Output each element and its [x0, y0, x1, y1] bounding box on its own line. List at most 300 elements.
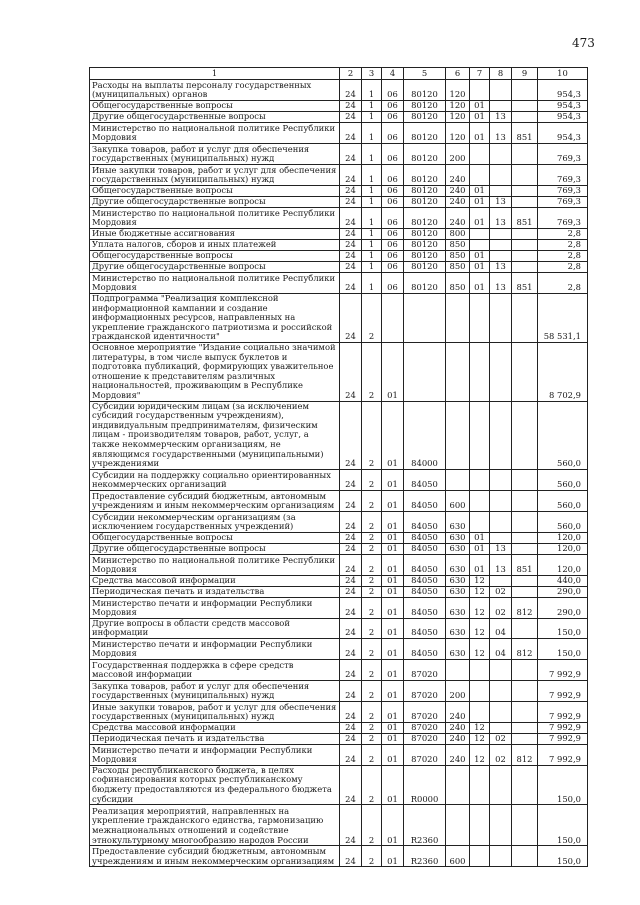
table-row: [90, 846, 588, 867]
row-code: 1: [362, 197, 382, 208]
row-code: 06: [382, 262, 404, 273]
row-code: [512, 165, 538, 186]
row-code: 12: [470, 638, 490, 659]
row-code: [446, 342, 470, 401]
row-code: [512, 575, 538, 586]
row-code: 02: [490, 733, 512, 744]
row-code: 24: [340, 744, 362, 765]
row-code: [470, 805, 490, 846]
row-code: [512, 401, 538, 469]
row-code: 24: [340, 112, 362, 123]
row-code: 80120: [404, 112, 446, 123]
row-code: 01: [382, 722, 404, 733]
row-code: [490, 805, 512, 846]
row-code: 24: [340, 586, 362, 597]
row-code: [470, 80, 490, 101]
row-code: [512, 490, 538, 511]
row-name: Иные закупки товаров, работ и услуг для обеспечения государственных (муниципальных) нужд: [90, 701, 340, 722]
row-amount: 769,3: [538, 144, 588, 165]
row-amount: 120,0: [538, 532, 588, 543]
row-code: 80120: [404, 165, 446, 186]
row-code: 1: [362, 240, 382, 251]
row-code: 24: [340, 638, 362, 659]
table-row: [90, 208, 588, 229]
table-row: [90, 186, 588, 197]
table-row: [90, 165, 588, 186]
row-code: [512, 80, 538, 101]
row-code: 812: [512, 744, 538, 765]
row-code: [470, 294, 490, 343]
row-amount: 150,0: [538, 805, 588, 846]
row-code: 01: [382, 586, 404, 597]
row-code: 24: [340, 659, 362, 680]
row-code: 13: [490, 112, 512, 123]
row-code: 01: [382, 618, 404, 638]
row-code: 2: [362, 532, 382, 543]
row-code: 12: [470, 744, 490, 765]
row-code: 13: [490, 262, 512, 273]
row-code: 1: [362, 123, 382, 144]
row-code: 87020: [404, 744, 446, 765]
row-amount: 2,8: [538, 273, 588, 294]
row-code: 84050: [404, 532, 446, 543]
row-code: 06: [382, 123, 404, 144]
row-name: Субсидии на поддержку социально ориентированных некоммерческих организаций: [90, 469, 340, 490]
table-row: [90, 733, 588, 744]
row-code: 13: [490, 208, 512, 229]
table-row: [90, 511, 588, 532]
row-code: 87020: [404, 722, 446, 733]
table-row: [90, 262, 588, 273]
row-amount: 2,8: [538, 262, 588, 273]
table-row: [90, 490, 588, 511]
row-code: 1: [362, 273, 382, 294]
row-code: 80120: [404, 80, 446, 101]
row-code: [404, 294, 446, 343]
table-row: [90, 251, 588, 262]
row-code: 240: [446, 197, 470, 208]
row-code: [470, 165, 490, 186]
table-row: [90, 197, 588, 208]
row-amount: 560,0: [538, 469, 588, 490]
row-code: 1: [362, 112, 382, 123]
row-code: 06: [382, 101, 404, 112]
row-code: 24: [340, 80, 362, 101]
row-code: 02: [490, 597, 512, 618]
row-amount: 150,0: [538, 618, 588, 638]
row-name: Закупка товаров, работ и услуг для обеспечения государственных (муниципальных) нужд: [90, 144, 340, 165]
row-name: Периодическая печать и издательства: [90, 733, 340, 744]
row-code: [470, 659, 490, 680]
row-code: [512, 229, 538, 240]
column-header: 8: [490, 68, 512, 80]
row-name: Министерство по национальной политике Республики Мордовия: [90, 554, 340, 575]
row-code: 24: [340, 123, 362, 144]
row-code: 06: [382, 80, 404, 101]
row-code: 12: [470, 722, 490, 733]
row-code: [512, 532, 538, 543]
row-code: [470, 490, 490, 511]
row-name: Субсидии юридическим лицам (за исключением субсидий государственным учреждениям), индивидуальным предпринимателям, физическим лицам - производителям товаров, работ, услуг, а также некоммерческим организациям, не являющимся государственными (муниципальными) учреждениями: [90, 401, 340, 469]
row-code: 851: [512, 554, 538, 575]
row-code: [512, 846, 538, 867]
row-code: 84050: [404, 618, 446, 638]
row-code: 240: [446, 186, 470, 197]
row-code: 24: [340, 597, 362, 618]
row-amount: 769,3: [538, 197, 588, 208]
row-code: 1: [362, 165, 382, 186]
table-row: [90, 554, 588, 575]
row-code: [470, 680, 490, 701]
row-code: 240: [446, 722, 470, 733]
table-row: [90, 240, 588, 251]
row-code: [512, 342, 538, 401]
row-code: [490, 511, 512, 532]
row-code: [382, 294, 404, 343]
row-code: 600: [446, 846, 470, 867]
row-code: R0000: [404, 765, 446, 804]
row-name: Предоставление субсидий бюджетным, автономным учреждениям и иным некоммерческим организациям: [90, 490, 340, 511]
row-name: Общегосударственные вопросы: [90, 251, 340, 262]
row-code: 01: [470, 262, 490, 273]
row-name: Общегосударственные вопросы: [90, 532, 340, 543]
row-code: 24: [340, 294, 362, 343]
row-code: 2: [362, 846, 382, 867]
row-code: [490, 680, 512, 701]
table-row: [90, 401, 588, 469]
row-code: 12: [470, 575, 490, 586]
row-code: [512, 805, 538, 846]
row-code: 2: [362, 765, 382, 804]
row-code: 1: [362, 262, 382, 273]
row-code: 01: [382, 680, 404, 701]
row-code: 2: [362, 733, 382, 744]
table-row: [90, 659, 588, 680]
row-code: 01: [382, 490, 404, 511]
row-code: 2: [362, 401, 382, 469]
row-code: 01: [382, 575, 404, 586]
row-code: 2: [362, 511, 382, 532]
row-amount: 769,3: [538, 165, 588, 186]
row-code: [470, 701, 490, 722]
row-code: 87020: [404, 701, 446, 722]
row-code: 200: [446, 144, 470, 165]
row-code: 80120: [404, 273, 446, 294]
row-amount: 120,0: [538, 543, 588, 554]
row-code: 02: [490, 586, 512, 597]
row-code: 06: [382, 165, 404, 186]
row-code: [470, 765, 490, 804]
row-code: 84050: [404, 554, 446, 575]
row-code: 850: [446, 240, 470, 251]
row-amount: 290,0: [538, 597, 588, 618]
row-code: [446, 401, 470, 469]
table-row: [90, 638, 588, 659]
row-code: 2: [362, 722, 382, 733]
column-header: 10: [538, 68, 588, 80]
row-code: 84050: [404, 575, 446, 586]
row-code: [490, 765, 512, 804]
row-code: 2: [362, 597, 382, 618]
column-header: 5: [404, 68, 446, 80]
row-code: 24: [340, 342, 362, 401]
table-row: [90, 722, 588, 733]
row-code: 01: [470, 101, 490, 112]
table-row: [90, 101, 588, 112]
row-code: [512, 186, 538, 197]
row-name: Министерство по национальной политике Республики Мордовия: [90, 273, 340, 294]
row-code: 87020: [404, 659, 446, 680]
column-header: 2: [340, 68, 362, 80]
row-code: 01: [382, 342, 404, 401]
row-amount: 150,0: [538, 846, 588, 867]
row-code: 01: [382, 733, 404, 744]
row-name: Министерство печати и информации Республики Мордовия: [90, 744, 340, 765]
row-code: 04: [490, 638, 512, 659]
column-header: 3: [362, 68, 382, 80]
row-code: 12: [470, 597, 490, 618]
row-code: [490, 80, 512, 101]
row-code: 630: [446, 511, 470, 532]
row-code: [490, 846, 512, 867]
row-code: 01: [470, 543, 490, 554]
table-row: [90, 80, 588, 101]
row-name: Общегосударственные вопросы: [90, 101, 340, 112]
row-code: 84050: [404, 490, 446, 511]
row-code: 24: [340, 532, 362, 543]
row-code: R2360: [404, 846, 446, 867]
row-code: 2: [362, 543, 382, 554]
row-code: [512, 112, 538, 123]
table-row: [90, 342, 588, 401]
row-code: 630: [446, 554, 470, 575]
row-code: 851: [512, 273, 538, 294]
row-code: 01: [470, 186, 490, 197]
row-code: [490, 101, 512, 112]
row-code: [490, 401, 512, 469]
row-code: [490, 229, 512, 240]
row-code: R2360: [404, 805, 446, 846]
row-code: 04: [490, 618, 512, 638]
row-code: 84050: [404, 511, 446, 532]
table-row: [90, 229, 588, 240]
row-code: 812: [512, 597, 538, 618]
table-row: [90, 618, 588, 638]
budget-table: [89, 67, 588, 867]
row-code: 12: [470, 586, 490, 597]
row-code: 06: [382, 197, 404, 208]
row-code: [490, 342, 512, 401]
row-code: 06: [382, 229, 404, 240]
column-header: 9: [512, 68, 538, 80]
row-code: 01: [470, 532, 490, 543]
table-row: [90, 586, 588, 597]
row-code: 24: [340, 229, 362, 240]
table-row: [90, 112, 588, 123]
row-code: 630: [446, 638, 470, 659]
row-code: 01: [382, 638, 404, 659]
row-amount: 769,3: [538, 208, 588, 229]
row-code: 80120: [404, 123, 446, 144]
table-row: [90, 575, 588, 586]
row-code: 24: [340, 554, 362, 575]
row-code: 1: [362, 144, 382, 165]
row-amount: 440,0: [538, 575, 588, 586]
row-code: 24: [340, 273, 362, 294]
row-code: 84000: [404, 401, 446, 469]
row-amount: 120,0: [538, 554, 588, 575]
row-code: [490, 251, 512, 262]
row-amount: 954,3: [538, 101, 588, 112]
table-row: [90, 123, 588, 144]
row-code: 240: [446, 165, 470, 186]
table-row: [90, 532, 588, 543]
row-code: 1: [362, 208, 382, 229]
row-code: 1: [362, 186, 382, 197]
row-code: 01: [382, 846, 404, 867]
row-code: 01: [382, 701, 404, 722]
row-code: [470, 342, 490, 401]
row-code: [490, 165, 512, 186]
row-code: 87020: [404, 733, 446, 744]
row-code: 01: [382, 597, 404, 618]
row-name: Основное мероприятие "Издание социально значимой литературы, в том числе выпуск буклетов и подготовка публикаций, формирующих уважительное отношение к представителям различных национальностей, проживающим в Республике Мордовия": [90, 342, 340, 401]
row-code: [470, 846, 490, 867]
row-code: [512, 240, 538, 251]
row-code: 84050: [404, 543, 446, 554]
row-code: 01: [382, 765, 404, 804]
row-code: 1: [362, 251, 382, 262]
row-code: 80120: [404, 144, 446, 165]
row-amount: 7 992,9: [538, 659, 588, 680]
row-code: [470, 401, 490, 469]
row-name: Министерство по национальной политике Республики Мордовия: [90, 123, 340, 144]
row-name: Уплата налогов, сборов и иных платежей: [90, 240, 340, 251]
row-code: [490, 722, 512, 733]
row-amount: 7 992,9: [538, 680, 588, 701]
row-code: 06: [382, 144, 404, 165]
row-amount: 7 992,9: [538, 744, 588, 765]
row-code: 24: [340, 846, 362, 867]
row-code: 2: [362, 586, 382, 597]
row-code: 80120: [404, 262, 446, 273]
row-name: Средства массовой информации: [90, 575, 340, 586]
row-amount: 769,3: [538, 186, 588, 197]
row-code: 851: [512, 123, 538, 144]
column-header: 4: [382, 68, 404, 80]
row-code: 24: [340, 401, 362, 469]
row-code: 06: [382, 112, 404, 123]
table-row: [90, 680, 588, 701]
row-code: 01: [382, 532, 404, 543]
row-code: 06: [382, 186, 404, 197]
row-code: 80120: [404, 251, 446, 262]
row-code: [404, 342, 446, 401]
row-name: Иные бюджетные ассигнования: [90, 229, 340, 240]
row-code: 2: [362, 744, 382, 765]
row-name: Закупка товаров, работ и услуг для обеспечения государственных (муниципальных) нужд: [90, 680, 340, 701]
row-amount: 150,0: [538, 638, 588, 659]
row-code: 01: [382, 805, 404, 846]
row-code: 84050: [404, 469, 446, 490]
row-amount: 954,3: [538, 80, 588, 101]
row-code: 80120: [404, 229, 446, 240]
column-header: 6: [446, 68, 470, 80]
row-code: 01: [382, 511, 404, 532]
row-amount: 954,3: [538, 112, 588, 123]
row-code: [446, 659, 470, 680]
row-amount: 7 992,9: [538, 701, 588, 722]
row-code: 240: [446, 701, 470, 722]
row-code: 24: [340, 197, 362, 208]
row-name: Государственная поддержка в сфере средств массовой информации: [90, 659, 340, 680]
row-name: Расходы на выплаты персоналу государственных (муниципальных) органов: [90, 80, 340, 101]
table-row: [90, 469, 588, 490]
row-code: [470, 469, 490, 490]
row-code: 120: [446, 112, 470, 123]
row-code: 800: [446, 229, 470, 240]
row-code: 24: [340, 186, 362, 197]
row-code: 01: [470, 554, 490, 575]
row-code: 24: [340, 680, 362, 701]
row-code: [490, 294, 512, 343]
table-body: [90, 80, 588, 867]
row-code: 2: [362, 805, 382, 846]
row-code: 24: [340, 208, 362, 229]
row-code: 01: [470, 123, 490, 144]
row-code: 13: [490, 123, 512, 144]
row-amount: 150,0: [538, 765, 588, 804]
row-code: 06: [382, 273, 404, 294]
row-code: 200: [446, 680, 470, 701]
row-amount: 58 531,1: [538, 294, 588, 343]
row-code: [490, 701, 512, 722]
row-code: 13: [490, 273, 512, 294]
row-name: Предоставление субсидий бюджетным, автономным учреждениям и иным некоммерческим организациям: [90, 846, 340, 867]
row-code: 2: [362, 618, 382, 638]
row-name: Общегосударственные вопросы: [90, 186, 340, 197]
row-code: 812: [512, 638, 538, 659]
row-code: 2: [362, 554, 382, 575]
row-code: 80120: [404, 186, 446, 197]
row-code: 2: [362, 342, 382, 401]
row-code: 24: [340, 144, 362, 165]
row-code: [470, 511, 490, 532]
row-code: 630: [446, 575, 470, 586]
table-row: [90, 597, 588, 618]
row-code: 84050: [404, 638, 446, 659]
row-code: [470, 229, 490, 240]
row-code: [512, 197, 538, 208]
row-code: 87020: [404, 680, 446, 701]
row-code: [512, 722, 538, 733]
row-code: 240: [446, 208, 470, 229]
row-code: 630: [446, 618, 470, 638]
row-code: [490, 186, 512, 197]
row-name: Другие общегосударственные вопросы: [90, 197, 340, 208]
row-code: [512, 765, 538, 804]
row-code: 80120: [404, 240, 446, 251]
row-code: [490, 659, 512, 680]
row-code: [512, 251, 538, 262]
row-code: [470, 144, 490, 165]
row-amount: 8 702,9: [538, 342, 588, 401]
row-code: 2: [362, 701, 382, 722]
row-code: 120: [446, 80, 470, 101]
row-code: 24: [340, 165, 362, 186]
row-amount: 2,8: [538, 229, 588, 240]
row-code: [512, 586, 538, 597]
